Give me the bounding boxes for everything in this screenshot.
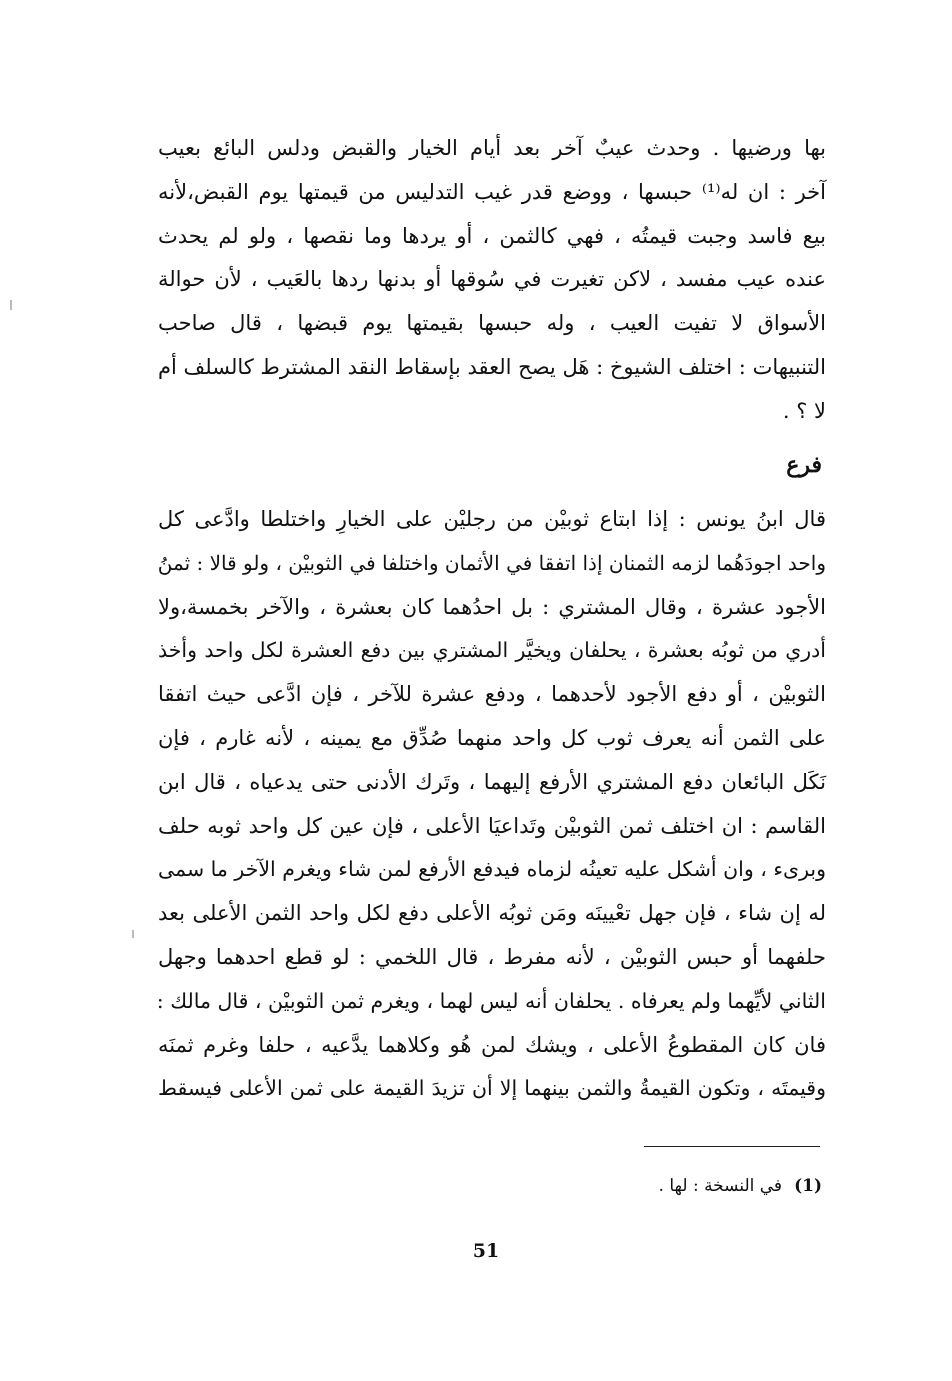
text-line: له إن شاء ، فإن جهل تعْيينَه ومَن ثوبُه الأعلى دفع لكل واحد الثمن الأعلى بعد	[158, 901, 826, 926]
text-line: الأسواق لا تفيت العيب ، وله حبسها بقيمتها يوم قبضها ، قال صاحب	[158, 311, 826, 336]
page-number: 51	[472, 1240, 500, 1262]
text-line: نَكَل البائعان دفع المشتري الأرفع إليهما ، وتَرك الأدنى حتى يدعياه ، قال ابن	[158, 769, 826, 794]
text-line: حلفهما أو حبس الثوبيْن ، لأنه مفرط ، قال اللخمي : لو قطع احدهما وجهل	[158, 944, 826, 969]
text-line: الثوبيْن ، أو دفع الأجود لأحدهما ، ودفع عشرة للآخر ، فإن ادَّعى حيث اتفقا	[158, 682, 826, 707]
footnote-text: في النسخة : لها .	[658, 1176, 783, 1196]
text-line: أدري من ثوبُه بعشرة ، يحلفان ويخيَّر المشتري بين دفع العشرة لكل واحد وأخذ	[158, 638, 826, 663]
text-line: وقيمتَه ، وتكون القيمةُ والثمن بينهما إلا أن تزيدَ القيمة على ثمن الأعلى فيسقط	[158, 1076, 826, 1101]
scan-speck	[10, 300, 12, 310]
text-line: بيع فاسد وجبت قيمتُه ، فهي كالثمن ، أو يردها وما نقصها ، ولو لم يحدث	[158, 223, 826, 248]
text-line: القاسم : ان اختلف ثمن الثوبيْن وتَداعيَا الأعلى ، فإن عين كل واحد ثوبه حلف	[158, 813, 826, 838]
text-line: وبرىء ، وان أشكل عليه تعينُه لزماه فيدفع الأرفع لمن شاء ويغرم الآخر ما سمى	[158, 857, 826, 882]
text-line: بها ورضيها . وحدث عيبٌ آخر بعد أيام الخيار والقبض ودلس البائع بعيب	[158, 136, 826, 160]
text-line: الأجود عشرة ، وقال المشتري : بل احدُهما كان بعشرة ، والآخر بخمسة،ولا	[158, 594, 826, 619]
section-heading: فرع	[786, 452, 822, 478]
footnote-divider	[644, 1146, 820, 1147]
text-line: لا ؟ .	[782, 398, 826, 423]
footnote	[659, 1176, 822, 1196]
text-line: على الثمن أنه يعرف ثوب كل واحد منهما صُدِّق مع يمينه ، لأنه غارم ، فإن	[158, 725, 826, 750]
footnote-number: (1)	[794, 1176, 822, 1196]
text-line: قال ابنُ يونس : إذا ابتاع ثوبيْن من رجليْن على الخيارِ واختلطا وادَّعى كل	[158, 507, 826, 531]
paragraph-1	[158, 127, 826, 434]
text-line: واحد اجودَهُما لزمه الثمنان إذا اتفقا في الأثمان واختلفا في الثوبيْن ، ولو قالا : ثمنُ	[157, 550, 826, 575]
text-line: فان كان المقطوعُ الأعلى ، ويشك لمن هُو وكلاهما يدَّعيه ، حلفا وغرم ثمنَه	[158, 1032, 826, 1057]
paragraph-2	[158, 498, 826, 1111]
text-line: التنبيهات : اختلف الشيوخ : هَل يصح العقد بإسقاط النقد المشترط كالسلف أم	[158, 354, 826, 379]
text-line: عنده عيب مفسد ، لاكن تغيرت في سُوقها أو بدنها ردها بالعَيب ، لأن حوالة	[158, 267, 826, 292]
scan-speck	[132, 930, 134, 938]
text-line: الثاني لأيِّهما ولم يعرفاه . يحلفان أنه ليس لهما ، ويغرم ثمن الثوبيْن ، قال مالك :	[156, 988, 826, 1013]
text-line: آخر : ان له⁽¹⁾ حبسها ، ووضع قدر غيب التدليس من قيمتها يوم القبض،لأنه	[158, 179, 826, 204]
